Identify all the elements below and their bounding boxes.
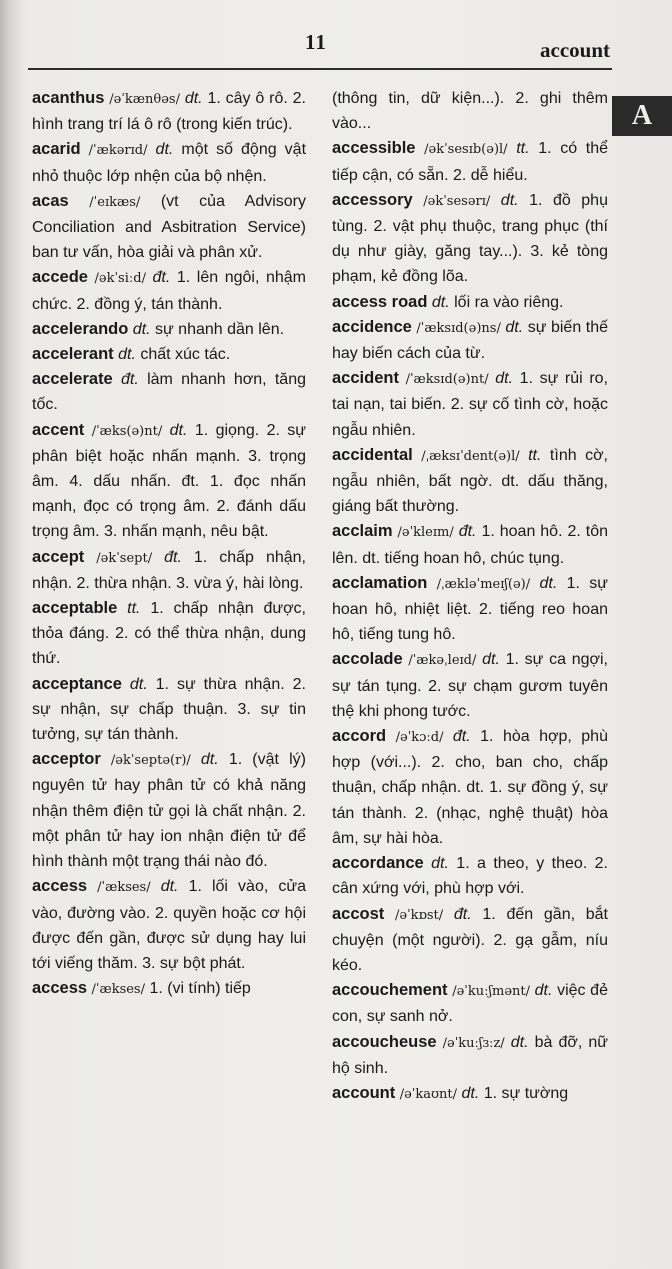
pronunciation: /ˈækses/	[97, 880, 151, 896]
part-of-speech: đt.	[152, 269, 171, 287]
dictionary-entry	[332, 851, 608, 901]
dictionary-entry	[332, 315, 608, 366]
definition: tình cờ, ngẫu nhiên, bất ngờ. dt. dấu thăng, giáng bất thường.	[332, 446, 608, 516]
dictionary-entry	[32, 596, 306, 672]
definition: sự biến thế hay biến cách của từ.	[332, 318, 608, 363]
pronunciation: /ˈækses/	[91, 982, 145, 998]
part-of-speech: dt.	[200, 751, 219, 769]
definition: 1. giọng. 2. sự phân biệt hoặc nhấn mạnh. 3. trọng âm. 4. dấu nhấn. đt. 1. đọc nhấn mạnh, đọc có trọng âm. 2. đánh dấu trọng âm. 3. nhấn mạnh, nêu bật.	[32, 421, 306, 541]
dictionary-entry	[332, 571, 608, 648]
dictionary-entry	[332, 902, 608, 979]
page-number: 11	[305, 30, 327, 54]
pronunciation: /əˈkɒst/	[395, 907, 444, 923]
part-of-speech: dt.	[431, 293, 450, 311]
headword: accessory	[332, 190, 413, 209]
dictionary-entry	[332, 443, 608, 520]
dictionary-entry	[332, 136, 608, 187]
headword: acceptance	[32, 674, 122, 693]
dictionary-entry	[332, 290, 608, 315]
pronunciation: /ˌækləˈmeɪʃ(ə)/	[436, 576, 531, 592]
dictionary-entry	[332, 519, 608, 570]
headword: accede	[32, 268, 88, 287]
headword: accoucheuse	[332, 1032, 437, 1051]
part-of-speech: dt.	[431, 855, 449, 873]
dictionary-entry	[332, 724, 608, 851]
definition: 1. đến gần, bắt chuyện (một người). 2. gạ gẫm, níu kéo.	[332, 905, 608, 974]
part-of-speech: tt.	[516, 140, 530, 158]
pronunciation: /ˈæksɪd(ə)nt/	[405, 372, 489, 388]
dictionary-entry	[32, 874, 306, 976]
dictionary-entry	[32, 367, 306, 417]
headword: acclamation	[332, 573, 428, 592]
definition: (thông tin, dữ kiện...). 2. ghi thêm vào...	[332, 90, 608, 133]
dictionary-entry	[332, 1081, 608, 1107]
dictionary-entry	[32, 976, 306, 1002]
dictionary-entry	[32, 317, 306, 342]
dictionary-entry	[332, 1030, 608, 1081]
headword: acceptor	[32, 750, 101, 769]
headword: acceptable	[32, 599, 118, 618]
pronunciation: /əˈkuːʃmənt/	[452, 984, 530, 1000]
part-of-speech: dt.	[495, 370, 514, 388]
headword: acanthus	[32, 89, 105, 107]
pronunciation: /ˈækəˌleɪd/	[408, 653, 477, 669]
headword: accolade	[332, 650, 403, 669]
pronunciation: /əˈkuːʃɜːz/	[442, 1035, 505, 1051]
definition: làm nhanh hơn, tăng tốc.	[32, 371, 306, 414]
definition: 1. lên ngôi, nhậm chức. 2. đồng ý, tán thành.	[32, 269, 306, 313]
definition: một số động vật nhỏ thuộc lớp nhện của bộ nhện.	[32, 141, 306, 185]
part-of-speech: dt.	[482, 651, 500, 669]
dictionary-entry	[32, 342, 306, 367]
dictionary-entry	[332, 978, 608, 1029]
definition: 1. sự thừa nhận. 2. sự nhận, sự chấp thuận. 3. sự tin tưởng, sự tán thành.	[32, 675, 306, 744]
pronunciation: /ˈæks(ə)nt/	[91, 423, 163, 439]
headword: accost	[332, 904, 385, 923]
definition: 1. (vi tính) tiếp	[149, 980, 251, 998]
part-of-speech: dt.	[184, 90, 203, 107]
pronunciation: /əˈkaʊnt/	[399, 1086, 458, 1102]
pronunciation: /əkˈsesərɪ/	[423, 193, 491, 209]
part-of-speech: dt.	[155, 141, 174, 159]
part-of-speech: dt.	[118, 346, 136, 364]
header-rule	[28, 68, 612, 70]
headword: access	[32, 877, 88, 896]
part-of-speech: dt.	[461, 1084, 480, 1102]
pronunciation: /əkˈsiːd/	[94, 271, 146, 287]
definition: 1. có thể tiếp cận, có sẵn. 2. dễ hiểu.	[332, 140, 608, 184]
headword: access road	[332, 292, 428, 311]
definition: 1. hòa hợp, phù hợp (với...). 2. cho, ban cho, chấp thuận, chấp nhận. dt. 1. sự đồng ý, sự tán thành. 2. (nhạc, nghệ thuật) hòa âm, sự hài hòa.	[332, 728, 608, 847]
right-column	[332, 86, 608, 1246]
definition: 1. a theo, y theo. 2. cân xứng với, phù hợp với.	[332, 855, 608, 898]
part-of-speech: tt.	[127, 600, 141, 618]
dictionary-entry	[32, 265, 306, 316]
part-of-speech: dt.	[510, 1033, 529, 1051]
definition: sự nhanh dần lên.	[155, 320, 285, 338]
headword: accent	[32, 420, 85, 439]
part-of-speech: đt.	[453, 905, 472, 923]
headword: accelerate	[32, 370, 113, 389]
headword: acarid	[32, 140, 81, 159]
part-of-speech: dt.	[500, 191, 519, 209]
part-of-speech: đt.	[452, 728, 471, 746]
part-of-speech: đt.	[121, 371, 139, 389]
headword: accessible	[332, 139, 416, 158]
dictionary-entry	[32, 672, 306, 748]
part-of-speech: dt.	[169, 421, 188, 439]
headword: accelerando	[32, 319, 129, 338]
definition: 1. lối vào, cửa vào, đường vào. 2. quyền hoặc cơ hội được đến gần, được sử dụng hay lui tới viếng thăm. 3. sự bột phát.	[32, 878, 306, 972]
definition: 1. sự hoan hô, nhiệt liệt. 2. tiếng reo hoan hô, tiếng tung hô.	[332, 574, 608, 644]
pronunciation: /əkˈsesɪb(ə)l/	[424, 142, 508, 158]
pronunciation: /əkˈsept/	[96, 550, 153, 566]
part-of-speech: dt.	[160, 878, 179, 896]
headword: access	[32, 979, 88, 998]
definition: 1. (vật lý) nguyên tử hay phân tử có khả năng nhận thêm điện tử gọi là chất nhận. 2. một phân tử hay ion nhận điện tử để hình thành một trạng thái nào đó.	[32, 751, 306, 871]
definition: 1. chấp nhận được, thỏa đáng. 2. có thể thừa nhận, dung thứ.	[32, 600, 306, 668]
part-of-speech: dt.	[534, 982, 553, 1000]
dictionary-entry	[32, 747, 306, 874]
headword: accordance	[332, 854, 424, 873]
definition: 1. cây ô rô. 2. hình trang trí lá ô rô (trong kiến trúc).	[32, 90, 306, 134]
pronunciation: /əkˈseptə(r)/	[110, 753, 191, 769]
pronunciation: /ˈækərɪd/	[88, 143, 148, 159]
part-of-speech: dt.	[129, 675, 148, 693]
part-of-speech: đt.	[458, 523, 477, 541]
dictionary-entry	[32, 86, 306, 137]
dictionary-entry	[332, 86, 608, 136]
headword: acas	[32, 191, 69, 210]
headword: accident	[332, 369, 399, 388]
definition: 1. sự rủi ro, tai nạn, tai biến. 2. sự cố tình cờ, hoặc ngẫu nhiên.	[332, 370, 608, 439]
headword: accouchement	[332, 981, 448, 1000]
dictionary-entry	[332, 188, 608, 290]
definition: 1. sự tường	[483, 1084, 569, 1102]
headword: account	[332, 1083, 396, 1102]
pronunciation: /ˌæksɪˈdent(ə)l/	[421, 448, 520, 464]
definition: bà đỡ, nữ hộ sinh.	[332, 1033, 608, 1077]
part-of-speech: dt.	[505, 318, 524, 336]
part-of-speech: tt.	[528, 446, 542, 464]
left-column	[32, 86, 306, 1246]
pronunciation: /əˈkleɪm/	[397, 525, 454, 541]
definition: chất xúc tác.	[140, 346, 231, 364]
pronunciation: /əˈkɔːd/	[395, 730, 444, 746]
definition: việc đẻ con, sự sanh nở.	[332, 982, 608, 1026]
definition: 1. hoan hô. 2. tôn lên. dt. tiếng hoan hô, chúc tụng.	[332, 523, 608, 567]
headword: accidental	[332, 445, 413, 464]
dictionary-entry	[32, 189, 306, 266]
headword: accord	[332, 727, 387, 746]
definition: (vt của Advisory Conciliation and Asbitration Service) ban tư vấn, hòa giải và phân xử.	[32, 192, 306, 262]
dictionary-entry	[32, 137, 306, 188]
pronunciation: /əˈkænθəs/	[109, 92, 180, 107]
definition: 1. đồ phụ tùng. 2. vật phụ thuộc, trang phục (thí dụ như giày, găng tay...). 3. kẻ tòng phạm, kẻ đồng lõa.	[332, 191, 608, 286]
part-of-speech: dt.	[132, 320, 151, 338]
headword: acclaim	[332, 522, 393, 541]
pronunciation: /ˈæksɪd(ə)ns/	[416, 320, 501, 336]
dictionary-entry	[332, 366, 608, 443]
definition: 1. chấp nhận, nhận. 2. thừa nhận. 3. vừa ý, hài lòng.	[32, 548, 306, 592]
part-of-speech: đt.	[164, 548, 182, 566]
dictionary-entry	[32, 418, 306, 545]
running-head: account	[540, 38, 610, 62]
headword: accidence	[332, 317, 412, 336]
dictionary-entry	[32, 545, 306, 596]
headword: accelerant	[32, 345, 114, 364]
dictionary-entry	[332, 647, 608, 724]
thumb-index-tab: A	[612, 96, 672, 136]
part-of-speech: dt.	[539, 574, 558, 592]
pronunciation: /ˈeɪkæs/	[89, 194, 141, 210]
definition: 1. sự ca ngợi, sự tán tụng. 2. sự chạm gươm tuyên thệ khi phong tước.	[332, 651, 608, 720]
definition: lối ra vào riêng.	[454, 293, 564, 311]
headword: accept	[32, 547, 85, 566]
